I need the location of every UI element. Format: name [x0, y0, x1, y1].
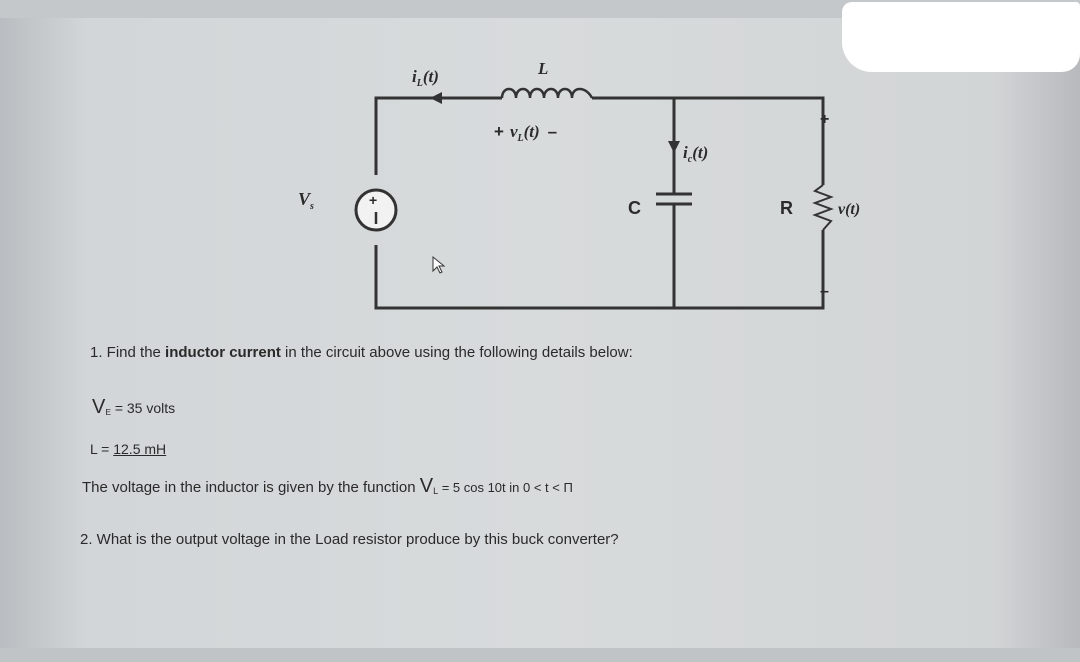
wire-top-left — [376, 98, 502, 175]
output-voltage-label: v(t) — [838, 201, 861, 218]
resistor-zigzag — [815, 185, 831, 230]
question-2: 2. What is the output voltage in the Load resistor produce by this buck converter? — [80, 531, 619, 548]
inductor-label: L — [538, 59, 549, 78]
inductor-current-label: $i_L(t)$ — [412, 67, 439, 89]
source-label: $V_s$ — [298, 189, 314, 212]
inductance-given: L = 12.5 mH — [90, 441, 167, 457]
question-1: 1. Find the inductor current in the circuit above using the following details below: — [90, 344, 633, 361]
wire-bottom — [376, 230, 823, 308]
inductor-voltage-label: + $v_L(t)$ – — [494, 122, 558, 144]
source-voltage-given: $V_E = 35$ volts — [92, 396, 176, 418]
capacitor-current-arrow-icon — [668, 141, 680, 153]
inductor-current-arrow-icon — [430, 92, 442, 104]
photo-bottom-band — [0, 648, 1080, 662]
capacitor-label: C — [628, 198, 641, 218]
wire-top-right — [592, 98, 823, 185]
inductor-coil — [502, 89, 592, 98]
resistor-label: R — [780, 198, 793, 218]
source-polarity-plus: + — [369, 192, 378, 208]
output-plus-label: + — [820, 111, 830, 128]
capacitor-current-label: $i_c(t)$ — [683, 143, 709, 165]
output-minus-label: – — [820, 283, 829, 300]
mouse-cursor-icon — [433, 257, 444, 273]
inductor-voltage-function: The voltage in the inductor is given by the function $V_L = 5$ cos 10t in 0 < t < Π — [82, 475, 573, 497]
